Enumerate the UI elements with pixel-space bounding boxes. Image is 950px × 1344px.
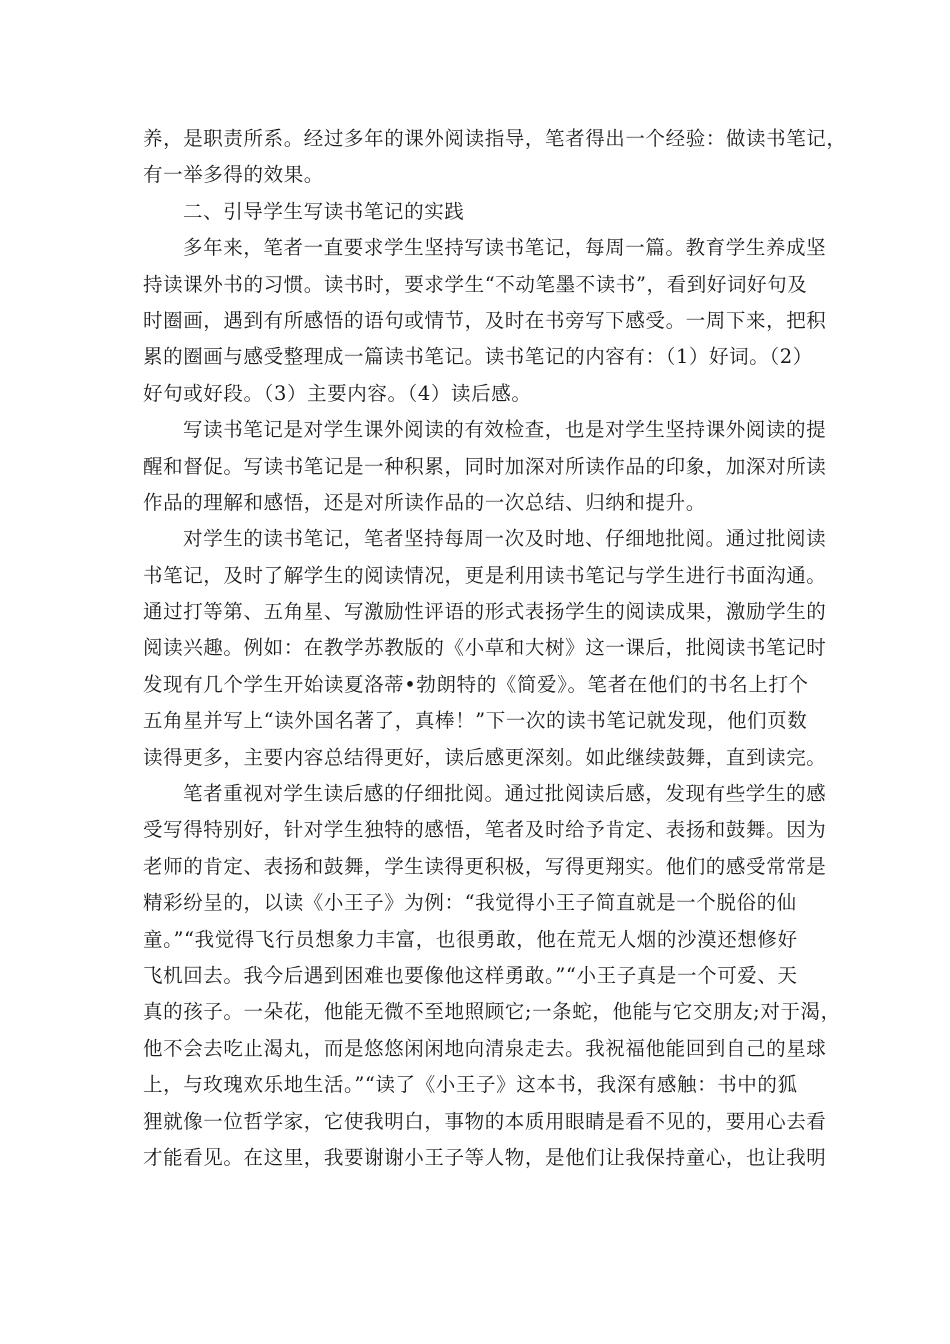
text-line: 醒和督促。写读书笔记是一种积累，同时加深对所读作品的印象，加深对所读 — [143, 454, 827, 478]
text-line: 他不会去吃止渴丸，而是悠悠闲闲地向清泉走去。我祝福他能回到自己的星球 — [143, 1036, 827, 1060]
text-line: 书笔记，及时了解学生的阅读情况，更是利用读书笔记与学生进行书面沟通。 — [143, 563, 827, 587]
para-practice-2 — [143, 412, 827, 521]
text-line: 好句或好段。（3）主要内容。（4）读后感。 — [143, 381, 532, 405]
text-line: 多年来，笔者一直要求学生坚持写读书笔记，每周一篇。教育学生养成坚 — [183, 236, 827, 260]
text-line: 养，是职责所系。经过多年的课外阅读指导，笔者得出一个经验：做读书笔记， — [143, 127, 847, 150]
text-line: 时圈画，遇到有所感悟的语句或情节，及时在书旁写下感受。一周下来，把积 — [143, 308, 827, 332]
text-line: 读得更多，主要内容总结得更好，读后感更深刻。如此继续鼓舞，直到读完。 — [143, 745, 827, 769]
text-line: 精彩纷呈的，以读《小王子》为例：“我觉得小王子简直就是一个脱俗的仙 — [143, 891, 797, 915]
text-line: 真的孩子。一朵花，他能无微不至地照顾它;一条蛇，他能与它交朋友;对于渴， — [143, 1000, 841, 1024]
text-line: 阅读兴趣。例如：在教学苏教版的《小草和大树》这一课后，批阅读书笔记时 — [143, 636, 827, 660]
para-practice-1 — [143, 230, 827, 412]
text-line: 通过打等第、五角星、写激励性评语的形式表扬学生的阅读成果，激励学生的 — [143, 600, 827, 624]
text-line: 持读课外书的习惯。读书时，要求学生“不动笔墨不读书”，看到好词好句及 — [143, 272, 808, 296]
para-intro-continued — [143, 121, 847, 194]
text-line: 童。”“我觉得飞行员想象力丰富，也很勇敢，他在荒无人烟的沙漠还想修好 — [143, 927, 798, 951]
para-practice-3 — [143, 521, 827, 776]
document-body — [143, 121, 847, 1176]
text-line: 五角星并写上“读外国名著了，真棒！”下一次的读书笔记就发现，他们页数 — [143, 709, 808, 733]
text-line: 对学生的读书笔记，笔者坚持每周一次及时地、仔细地批阅。通过批阅读 — [183, 527, 827, 551]
text-line: 累的圈画与感受整理成一篇读书笔记。读书笔记的内容有：（1）好词。（2） — [143, 345, 813, 369]
text-line: 上，与玫瑰欢乐地生活。”“读了《小王子》这本书，我深有感触：书中的狐 — [143, 1073, 798, 1097]
section-heading: 二、引导学生写读书笔记的实践 — [183, 199, 465, 223]
text-line: 写读书笔记是对学生课外阅读的有效检查，也是对学生坚持课外阅读的提 — [183, 418, 827, 442]
text-line: 作品的理解和感悟，还是对所读作品的一次总结、归纳和提升。 — [143, 490, 706, 514]
text-line: 狸就像一位哲学家，它使我明白，事物的本质用眼睛是看不见的，要用心去看 — [143, 1109, 827, 1133]
text-line: 才能看见。在这里，我要谢谢小王子等人物，是他们让我保持童心，也让我明 — [143, 1145, 827, 1169]
text-line: 笔者重视对学生读后感的仔细批阅。通过批阅读后感，发现有些学生的感 — [183, 782, 827, 806]
text-line: 有一举多得的效果。 — [143, 163, 324, 187]
para-practice-4 — [143, 776, 841, 1176]
text-line: 老师的肯定、表扬和鼓舞，学生读得更积极，写得更翔实。他们的感受常常是 — [143, 854, 827, 878]
section-heading-2 — [143, 194, 819, 230]
text-line: 飞机回去。我今后遇到困难也要像他这样勇敢。”“小王子真是一个可爱、天 — [143, 963, 798, 987]
text-line: 受写得特别好，针对学生独特的感悟，笔者及时给予肯定、表扬和鼓舞。因为 — [143, 818, 827, 842]
text-line: 发现有几个学生开始读夏洛蒂•勃朗特的《简爱》。笔者在他们的书名上打个 — [143, 672, 809, 696]
